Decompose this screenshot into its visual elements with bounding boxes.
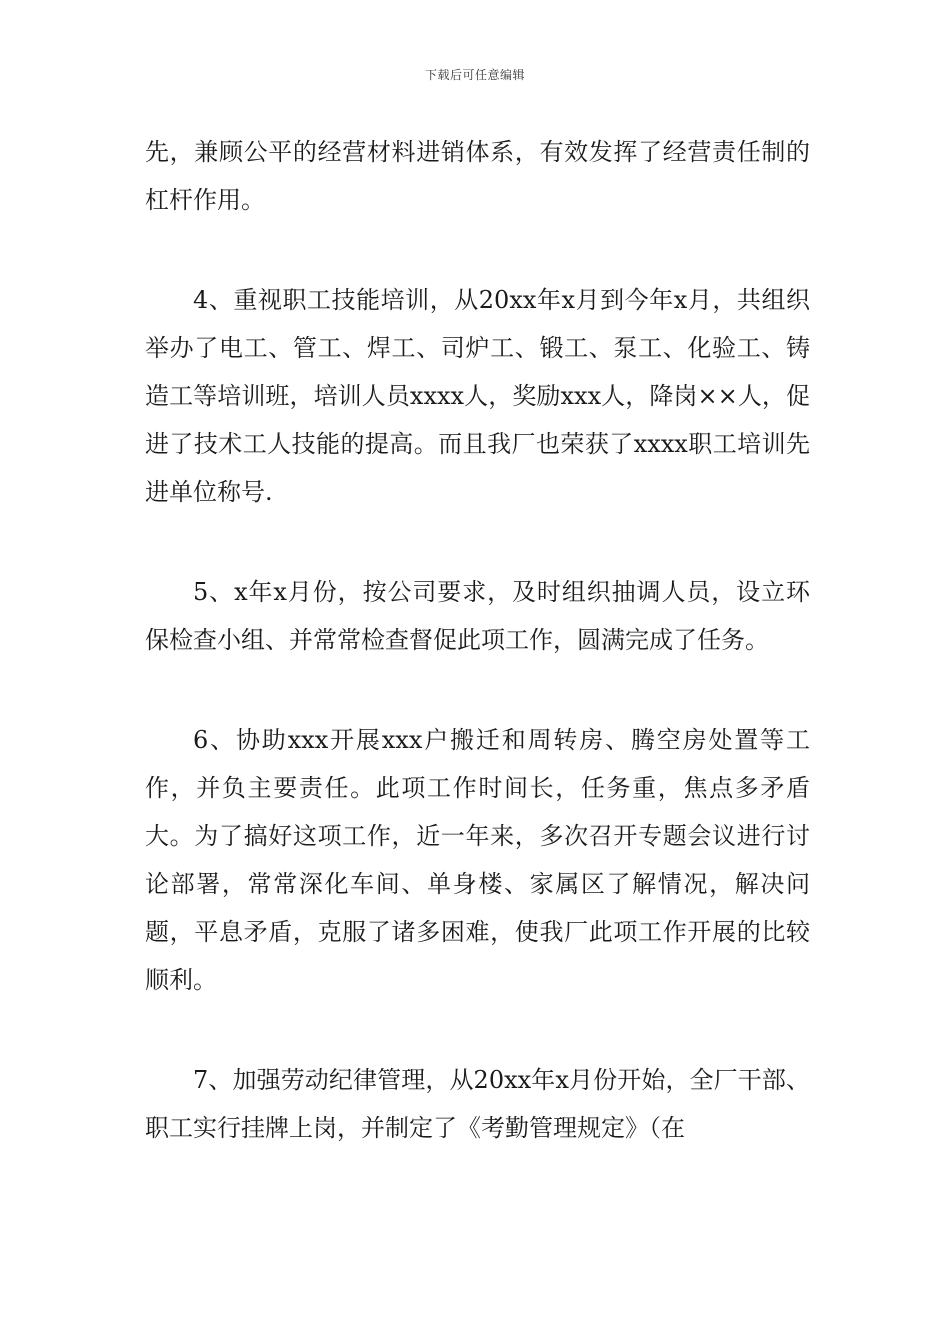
page-header: 下载后可任意编辑	[424, 68, 525, 82]
paragraph-item-4: 4、重视职工技能培训，从20xx年x月到今年x月，共组织举办了电工、管工、焊工、司炉工、锻工、泵工、化验工、铸造工等培训班，培训人员xxxx人，奖励xxx人，降岗××人，促进了技术工人技能的提高。而且我厂也荣获了xxxx职工培训先进单位称号.	[145, 286, 810, 506]
paragraph-item-7: 7、加强劳动纪律管理，从20xx年x月份开始，全厂干部、职工实行挂牌上岗，并制定了《考勤管理规定》（在	[145, 1066, 810, 1142]
paragraph-continuation: 先，兼顾公平的经营材料进销体系，有效发挥了经营责任制的杠杆作用。	[145, 138, 810, 214]
paragraph-item-5: 5、x年x月份，按公司要求，及时组织抽调人员，设立环保检查小组、并常常检查督促此项工作，圆满完成了任务。	[145, 578, 810, 654]
document-body	[145, 128, 810, 1152]
paragraph-item-6: 6、协助xxx开展xxx户搬迁和周转房、腾空房处置等工作，并负主要责任。此项工作时间长，任务重，焦点多矛盾大。为了搞好这项工作，近一年来，多次召开专题会议进行讨论部署，常常深化车间、单身楼、家属区了解情况，解决问题，平息矛盾，克服了诸多困难，使我厂此项工作开展的比较顺利。	[145, 726, 810, 994]
